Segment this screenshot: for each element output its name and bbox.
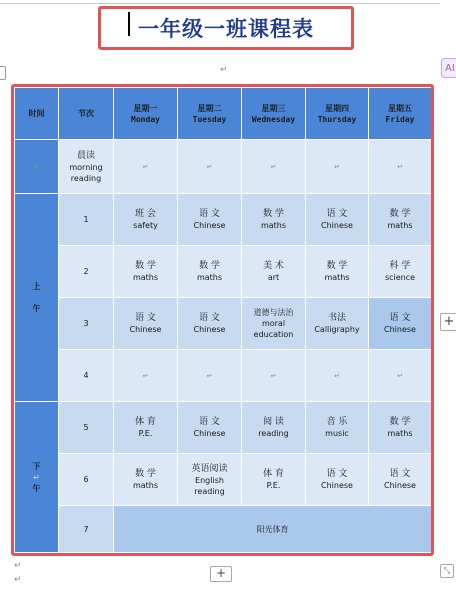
section-morning[interactable]: 上 午 [15,194,59,402]
table-cell[interactable]: 语 文 Chinese [178,402,242,454]
table-cell[interactable]: 体 育 P.E. [114,402,178,454]
day-en: Thursday [317,114,357,124]
day-cn: 星期一 [133,103,158,113]
day-cn: 星期三 [261,103,286,113]
ai-assistant-button[interactable]: AI [441,58,456,78]
table-cell[interactable]: 语 文 Chinese [114,298,178,350]
table-cell[interactable]: 阅 读 reading [242,402,306,454]
table-cell[interactable]: 语 文 Chinese [178,298,242,350]
table-move-handle[interactable] [0,66,6,80]
day-en: Monday [131,114,160,124]
day-cn: 星期二 [197,103,222,113]
table-row-period-7 [15,506,432,553]
table-cell[interactable]: 数 学 maths [114,246,178,298]
table-cell[interactable]: ↵ [114,140,178,194]
resize-icon[interactable]: ⤡ [440,564,454,578]
table-cell[interactable]: 英语阅读 English reading [178,454,242,506]
table-cell[interactable]: ↵ [369,140,432,194]
table-row-period-5 [15,402,432,454]
table-cell[interactable]: 数 学 maths [369,402,432,454]
table-row-period-2 [15,246,432,298]
header-day-mon[interactable] [114,88,178,140]
schedule-table [14,87,432,553]
table-cell[interactable]: 数 学 maths [114,454,178,506]
table-cell[interactable]: 美 术 art [242,246,306,298]
paragraph-mark: ↵ [14,575,22,585]
table-cell[interactable]: 班 会 safety [114,194,178,246]
section-afternoon[interactable]: 下 ↵ 午 [15,402,59,553]
period-number[interactable]: 7 [59,506,114,553]
table-row-period-1 [15,194,432,246]
header-time[interactable]: 时间 [15,88,59,140]
text-cursor [128,12,130,36]
period-number[interactable]: 5 [59,402,114,454]
add-column-button[interactable]: + [440,313,456,331]
day-en: Tuesday [192,114,227,124]
page-top-border [0,3,440,4]
table-cell[interactable]: ↵ [242,350,306,402]
paragraph-mark: ↵ [220,65,228,75]
table-row-period-3 [15,298,432,350]
period-number[interactable]: 3 [59,298,114,350]
paragraph-mark: ↵ [14,561,22,571]
table-cell[interactable]: ↵ [178,140,242,194]
table-cell[interactable]: ↵ [242,140,306,194]
table-cell[interactable]: 语 文 Chinese [306,454,369,506]
add-row-button[interactable]: + [210,566,232,582]
period-number[interactable]: 4 [59,350,114,402]
time-cell-empty[interactable]: ↵ [15,140,59,194]
header-day-fri[interactable] [369,88,432,140]
table-row-period-4 [15,350,432,402]
table-row-morning-reading [15,140,432,194]
header-period[interactable]: 节次 [59,88,114,140]
title-highlight-box [98,6,354,50]
table-cell[interactable]: 音 乐 music [306,402,369,454]
table-cell[interactable]: ↵ [114,350,178,402]
table-cell[interactable]: 书法 Calligraphy [306,298,369,350]
table-row-period-6 [15,454,432,506]
day-en: Wednesday [251,114,296,124]
table-highlight-box [11,84,434,556]
table-cell[interactable]: 语 文 Chinese [306,194,369,246]
table-cell[interactable]: 科 学 science [369,246,432,298]
merged-cell-sunshine-pe[interactable]: 阳光体育 [114,506,432,553]
document-title[interactable]: 一年级一班课程表 [138,16,314,41]
day-cn: 星期四 [325,103,349,113]
table-cell[interactable]: 数 学 maths [242,194,306,246]
header-row [15,88,432,140]
table-cell[interactable]: 数 学 maths [306,246,369,298]
table-cell[interactable]: 体 育 P.E. [242,454,306,506]
period-number[interactable]: 2 [59,246,114,298]
table-cell[interactable]: 语 文 Chinese [369,454,432,506]
table-cell[interactable]: 道德与法治 moral education [242,298,306,350]
table-cell[interactable]: ↵ [369,350,432,402]
table-cell[interactable]: 语 文 Chinese [178,194,242,246]
period-cell-morning-reading[interactable]: 晨读 morning reading [59,140,114,194]
header-day-tue[interactable] [178,88,242,140]
day-cn: 星期五 [388,103,412,113]
header-day-wed[interactable] [242,88,306,140]
header-day-thu[interactable] [306,88,369,140]
period-number[interactable]: 6 [59,454,114,506]
table-cell[interactable]: 数 学 maths [178,246,242,298]
table-cell[interactable]: 数 学 maths [369,194,432,246]
table-cell[interactable]: ↵ [306,140,369,194]
table-cell[interactable]: ↵ [178,350,242,402]
table-cell[interactable]: 语 文 Chinese [369,298,432,350]
table-cell[interactable]: ↵ [306,350,369,402]
day-en: Friday [385,114,415,124]
period-number[interactable]: 1 [59,194,114,246]
